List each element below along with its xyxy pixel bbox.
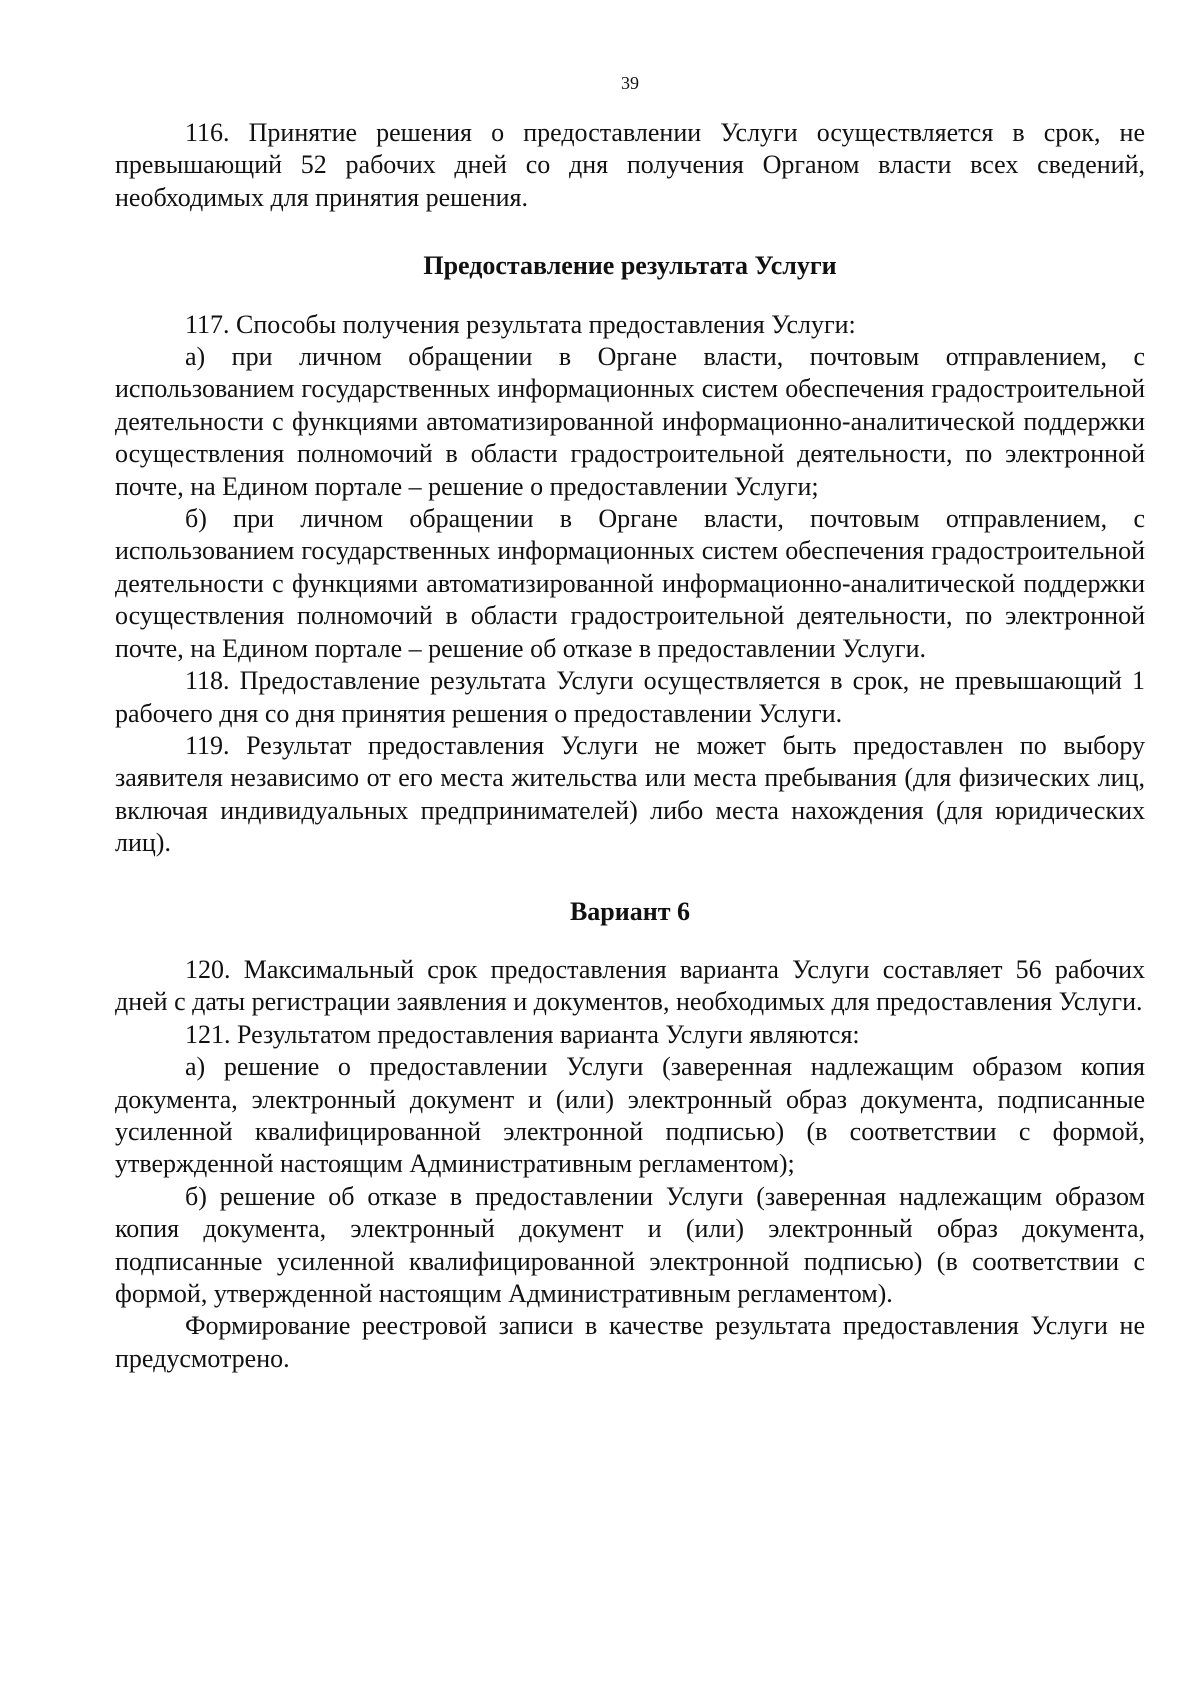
- section-heading-result: Предоставление результата Услуги: [423, 251, 837, 281]
- spacer: [115, 928, 1145, 954]
- paragraph-117-b: б) при личном обращении в Органе власти, почтовым отправлением, с использованием государственных информационных систем обеспечения градостроительной деятельности с функциями автоматизированной информационно-аналитической поддержки осуществления полномочий в области градостроительной деятельности, по электронной почте, на Едином портале – решение об отказе в предоставлении Услуги.: [115, 504, 1145, 663]
- paragraph-121-b: б) решение об отказе в предоставлении Услуги (заверенная надлежащим образом копия документа, электронный документ и (или) электронный образ документа, подписанные усиленной квалифицированной электронной подписью) (в соответствии с формой, утвержденной настоящим Административным регламентом).: [115, 1181, 1145, 1308]
- paragraph-121-a: а) решение о предоставлении Услуги (заверенная надлежащим образом копия документа, электронный документ и (или) электронный образ документа, подписанные усиленной квалифицированной электронной подписью) (в соответствии с формой, утвержденной настоящим Административным регламентом);: [115, 1052, 1145, 1179]
- paragraph-119: 119. Результат предоставления Услуги не может быть предоставлен по выбору заявителя независимо от его места жительства или места пребывания (для физических лиц, включая индивидуальных предпринимателей) либо места нахождения (для юридических лиц).: [115, 730, 1145, 858]
- paragraph-116: 116. Принятие решения о предоставлении Услуги осуществляется в срок, не превышающий 52 рабочих дней со дня получения Органом власти всех сведений, необходимых для принятия решения.: [115, 118, 1145, 212]
- spacer: [115, 860, 1145, 896]
- paragraph-117: 117. Способы получения результата предоставления Услуги:: [185, 309, 856, 339]
- paragraph-117-a: а) при личном обращении в Органе власти, почтовым отправлением, с использованием государственных информационных систем обеспечения градостроительной деятельности с функциями автоматизированной информационно-аналитической поддержки осуществления полномочий в области градостроительной деятельности, по электронной почте, на Едином портале – решение о предоставлении Услуги;: [115, 342, 1145, 501]
- section-heading-variant: Вариант 6: [569, 896, 691, 926]
- page-number: 39: [621, 73, 639, 93]
- paragraph-118: 118. Предоставление результата Услуги осуществляется в срок, не превышающий 1 рабочего дня со дня принятия решения о предоставлении Услуги.: [115, 666, 1145, 728]
- document-page: [115, 0, 1145, 1697]
- spacer: [115, 283, 1145, 309]
- paragraph-120: 120. Максимальный срок предоставления варианта Услуги составляет 56 рабочих дней с даты регистрации заявления и документов, необходимых для предоставления Услуги.: [115, 954, 1145, 1017]
- document-body: [115, 117, 1145, 1375]
- spacer: [115, 214, 1145, 250]
- paragraph-registry: Формирование реестровой записи в качестве результата предоставления Услуги не предусмотрено.: [115, 1311, 1145, 1373]
- paragraph-121: 121. Результатом предоставления варианта Услуги являются:: [185, 1019, 860, 1049]
